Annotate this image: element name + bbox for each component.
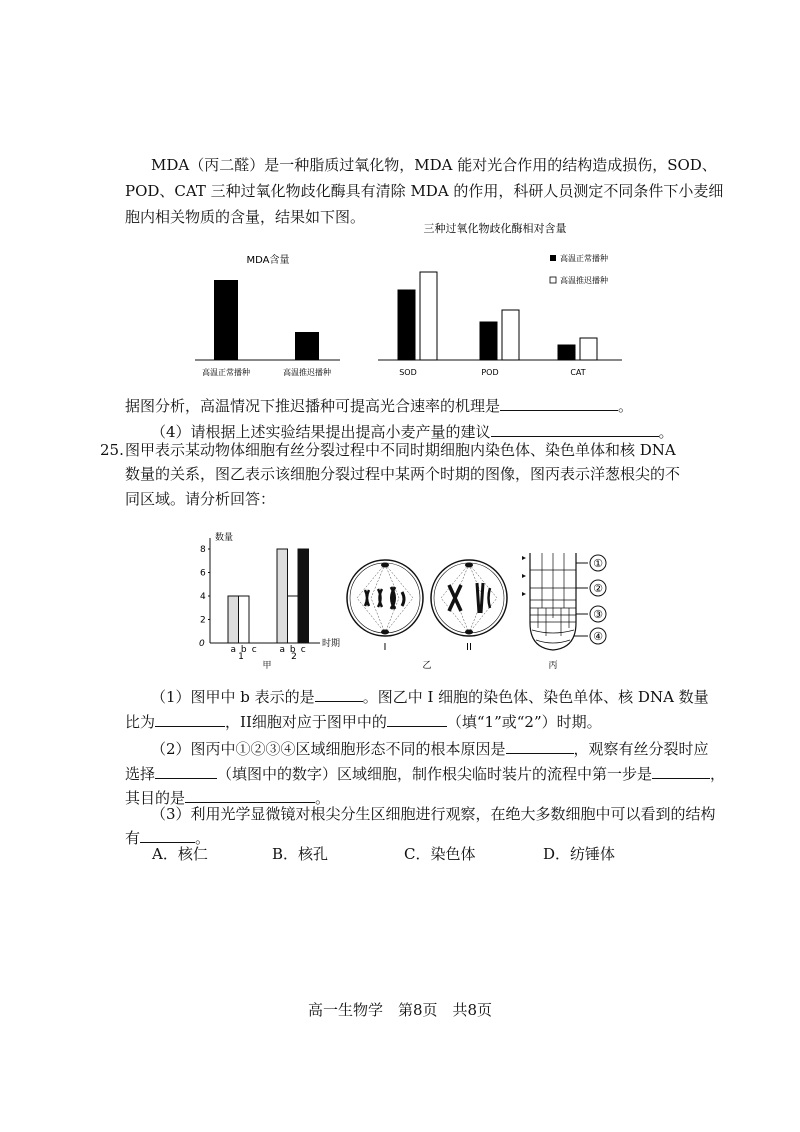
jia-bar-1-a bbox=[228, 596, 239, 643]
q25-p1-text-a: （1）图甲中 b 表示的是 bbox=[151, 688, 315, 706]
intro-line-1: MDA（丙二醛）是一种脂质过氧化物，MDA 能对光合作用的结构造成损伤，SOD、 bbox=[151, 156, 717, 174]
enzyme-bar-sod-1 bbox=[420, 272, 437, 360]
mda-chart-title: MDA含量 bbox=[246, 255, 290, 266]
jia-bar-2-c bbox=[298, 549, 309, 643]
jia-bar-label-1-b: b bbox=[240, 645, 247, 655]
q25-part3-line1: （3）利用光学显微镜对根尖分生区细胞进行观察，在绝大多数细胞中可以看到的结构 bbox=[151, 805, 716, 823]
jia-group-2: 2 bbox=[291, 652, 297, 662]
mda-cat-label-1: 高温推迟播种 bbox=[283, 368, 331, 377]
q24-blank-mechanism[interactable] bbox=[500, 396, 618, 411]
jia-bar-label-2-b: b bbox=[289, 645, 296, 655]
cell-I-label: I bbox=[383, 642, 387, 653]
jia-ytick-label-2: 2 bbox=[200, 615, 206, 626]
q24-line-suggestion bbox=[151, 422, 674, 442]
q25-p2-text-c: 选择 bbox=[125, 765, 156, 783]
q24-analysis-text: 据图分析，高温情况下推迟播种可提高光合速率的机理是 bbox=[125, 397, 501, 415]
bing-region-2: ② bbox=[593, 582, 603, 595]
enzyme-bar-cat-0 bbox=[558, 345, 575, 360]
enzyme-cat-cat: CAT bbox=[570, 368, 586, 377]
enzyme-cat-pod: POD bbox=[481, 368, 499, 377]
mda-chart bbox=[190, 245, 350, 385]
q25-blank-period[interactable] bbox=[387, 712, 447, 727]
option-d[interactable]: D．纺锤体 bbox=[543, 845, 616, 863]
q25-p2-text-b: ，观察有丝分裂时应 bbox=[573, 740, 709, 758]
jia-ytick-label-8: 8 bbox=[200, 545, 206, 555]
jia-bar-label-2-c: c bbox=[300, 645, 306, 655]
bing-region-4: ④ bbox=[593, 630, 603, 643]
jia-bar-label-1-c: c bbox=[251, 645, 257, 655]
enzyme-bar-pod-0 bbox=[480, 322, 497, 360]
q25-p2-text-d: （填图中的数字）区域细胞，制作根尖临时装片的流程中第一步是 bbox=[217, 765, 653, 783]
jia-xlabel: 时期 bbox=[322, 639, 340, 649]
q25-blank-first-step[interactable] bbox=[652, 764, 710, 779]
q25-part1-line2 bbox=[125, 712, 602, 732]
q24-blank-suggestion[interactable] bbox=[491, 422, 659, 437]
q25-stem-1: 图甲表示某动物体细胞有丝分裂过程中不同时期细胞内染色体、染色单体和核 DNA bbox=[125, 441, 676, 459]
option-c[interactable]: C．染色体 bbox=[404, 845, 476, 863]
figure-jia-chart bbox=[195, 528, 340, 670]
q25-p2-text-g: 。 bbox=[315, 789, 331, 807]
cell-II-label: II bbox=[466, 642, 472, 653]
q25-blank-structure[interactable] bbox=[140, 828, 195, 843]
q25-part2-line1 bbox=[151, 739, 709, 759]
legend-label-delayed: 高温推迟播种 bbox=[560, 276, 608, 285]
bing-region-3: ③ bbox=[593, 608, 603, 621]
q25-p2-text-f: 其目的是 bbox=[125, 789, 186, 807]
enzyme-bar-sod-0 bbox=[398, 290, 415, 360]
q25-stem-2: 数量的关系，图乙表示该细胞分裂过程中某两个时期的图像，图丙表示洋葱根尖的不 bbox=[125, 465, 681, 483]
q25-p1-text-e: （填“1”或“2”）时期。 bbox=[446, 713, 602, 731]
q25-p3-text-c: 。 bbox=[195, 829, 211, 847]
q25-p3-text-b: 有 bbox=[125, 829, 141, 847]
jia-bar-2-a bbox=[277, 549, 288, 643]
q25-part2-line2 bbox=[125, 764, 725, 784]
intro-line-3: 胞内相关物质的含量，结果如下图。 bbox=[125, 208, 366, 226]
legend-swatch-normal bbox=[550, 255, 556, 261]
jia-group-1: 1 bbox=[238, 652, 244, 662]
q24-line-analysis bbox=[125, 396, 633, 416]
mda-cat-label-0: 高温正常播种 bbox=[202, 368, 250, 377]
figure-bing-root-tip bbox=[518, 548, 618, 673]
enzyme-bar-cat-1 bbox=[580, 338, 597, 360]
jia-caption: 甲 bbox=[262, 661, 272, 670]
legend-swatch-delayed bbox=[550, 277, 556, 283]
jia-ytick-label-4: 4 bbox=[200, 592, 206, 602]
q25-p1-text-c: 比为 bbox=[125, 713, 156, 731]
legend-label-normal: 高温正常播种 bbox=[560, 254, 608, 263]
enzyme-chart-title: 三种过氧化物歧化酶相对含量 bbox=[423, 222, 567, 235]
jia-bar-1-b bbox=[239, 596, 250, 643]
bing-region-1: ① bbox=[593, 557, 603, 570]
enzyme-chart bbox=[370, 218, 630, 383]
q25-number: 25. bbox=[100, 441, 124, 459]
page-footer: 高一生物学 第8页 共8页 bbox=[307, 1001, 493, 1019]
q24-analysis-end: 。 bbox=[618, 397, 634, 415]
jia-bar-2-b bbox=[288, 596, 299, 643]
q24-suggestion-text: （4）请根据上述实验结果提出提高小麦产量的建议 bbox=[151, 423, 491, 441]
q24-suggestion-end: 。 bbox=[658, 423, 674, 441]
jia-ylabel: 数量 bbox=[215, 533, 234, 543]
q25-p2-text-a: （2）图丙中①②③④区域细胞形态不同的根本原因是 bbox=[151, 740, 506, 758]
q25-blank-ratio[interactable] bbox=[155, 712, 225, 727]
figure-bing-caption: 丙 bbox=[548, 661, 558, 671]
mda-bar-0 bbox=[214, 280, 238, 360]
figure-yi-cells bbox=[345, 555, 515, 675]
q25-blank-b-meaning[interactable] bbox=[315, 687, 363, 702]
q25-blank-purpose[interactable] bbox=[185, 788, 315, 803]
q25-blank-region[interactable] bbox=[155, 764, 217, 779]
q25-p1-text-d: ，II细胞对应于图甲中的 bbox=[225, 713, 387, 731]
option-a[interactable]: A．核仁 bbox=[152, 845, 208, 863]
q25-p1-text-b: 。图乙中 I 细胞的染色体、染色单体、核 DNA 数量 bbox=[362, 688, 709, 706]
jia-ytick-label-6: 6 bbox=[200, 568, 206, 579]
jia-bar-label-2-a: a bbox=[279, 645, 286, 655]
cell-II-diagram bbox=[431, 560, 507, 636]
jia-bar-label-1-a: a bbox=[230, 645, 237, 655]
enzyme-cat-sod: SOD bbox=[399, 368, 417, 377]
option-b[interactable]: B．核孔 bbox=[272, 845, 329, 863]
figure-yi-caption: 乙 bbox=[422, 661, 432, 671]
q25-p2-text-e: ， bbox=[710, 765, 726, 783]
q25-blank-root-cause[interactable] bbox=[506, 739, 574, 754]
cell-I-diagram bbox=[347, 560, 423, 636]
intro-line-2: POD、CAT 三种过氧化物歧化酶具有清除 MDA 的作用，科研人员测定不同条件下小麦细 bbox=[125, 182, 724, 200]
q25-part1-line1 bbox=[151, 687, 709, 707]
jia-origin: 0 bbox=[199, 639, 205, 649]
q25-stem-3: 同区域。请分析回答： bbox=[125, 490, 276, 508]
mda-bar-1 bbox=[295, 332, 319, 360]
enzyme-bar-pod-1 bbox=[502, 310, 519, 360]
